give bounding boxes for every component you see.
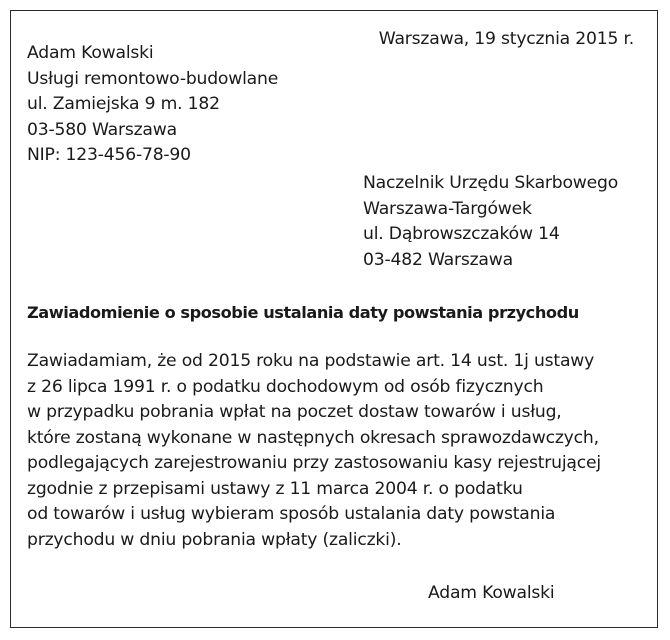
sender-address-block: [27, 41, 278, 169]
letter-title: Zawiadomienie o sposobie ustalania daty powstania przychodu: [27, 303, 579, 322]
sender-nip: NIP: 123-456-78-90: [27, 145, 191, 165]
body-line: od towarów i usług wybieram sposób ustalania daty powstania: [27, 504, 556, 524]
place-date: Warszawa, 19 stycznia 2015 r.: [378, 29, 634, 49]
recipient-address-block: [363, 171, 618, 273]
letter-frame: [10, 10, 658, 628]
sender-name: Adam Kowalski: [27, 43, 154, 63]
sender-business: Usługi remontowo-budowlane: [27, 68, 279, 89]
body-line: zgodnie z przepisami ustawy z 11 marca 2004 r. o podatku: [27, 478, 523, 499]
recipient-line-1: Naczelnik Urzędu Skarbowego: [363, 173, 619, 193]
recipient-city: 03-482 Warszawa: [363, 249, 513, 270]
body-line: w przypadku pobrania wpłat na poczet dostaw towarów i usług,: [27, 402, 562, 422]
letter-body: [27, 349, 601, 553]
recipient-street: ul. Dąbrowszczaków 14: [363, 224, 560, 244]
body-line: z 26 lipca 1991 r. o podatku dochodowym od osób fizycznych: [27, 376, 544, 397]
sender-city: 03-580 Warszawa: [27, 119, 177, 140]
sender-street: ul. Zamiejska 9 m. 182: [27, 94, 220, 114]
body-line: przychodu w dniu pobrania wpłaty (zaliczki).: [27, 529, 402, 550]
recipient-line-2: Warszawa-Targówek: [363, 198, 532, 219]
body-line: podlegających zarejestrowaniu przy zastosowaniu kasy rejestrującej: [27, 453, 601, 473]
body-line: Zawiadamiam, że od 2015 roku na podstawie art. 14 ust. 1j ustawy: [27, 351, 595, 371]
body-line: które zostaną wykonane w następnych okresach sprawozdawczych,: [27, 427, 599, 448]
signature: Adam Kowalski: [428, 583, 555, 603]
